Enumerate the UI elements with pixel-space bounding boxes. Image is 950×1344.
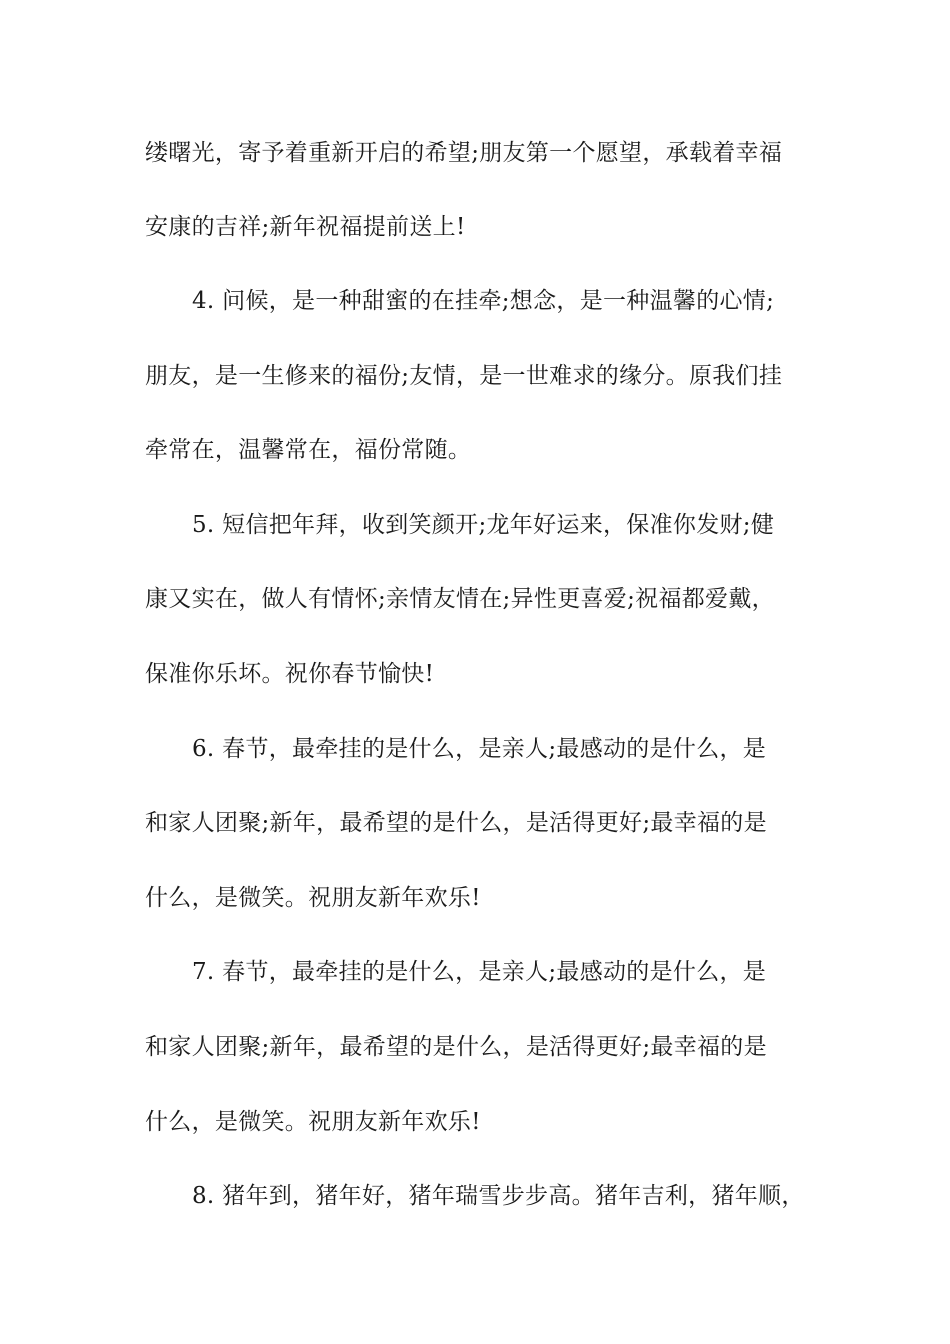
list-item-4-line: 4. 问候，是一种甜蜜的在挂牵;想念，是一种温馨的心情; bbox=[192, 288, 775, 314]
text-line: 什么，是微笑。祝朋友新年欢乐! bbox=[145, 1109, 481, 1135]
text-line: 和家人团聚;新年，最希望的是什么，是活得更好;最幸福的是 bbox=[145, 810, 767, 836]
list-item-6-line: 6. 春节，最牵挂的是什么，是亲人;最感动的是什么，是 bbox=[192, 736, 767, 762]
text-line: 朋友，是一生修来的福份;友情，是一世难求的缘分。原我们挂 bbox=[145, 363, 783, 389]
list-item-7-line: 7. 春节，最牵挂的是什么，是亲人;最感动的是什么，是 bbox=[192, 959, 767, 985]
list-item-5-line: 5. 短信把年拜，收到笑颜开;龙年好运来，保准你发财;健 bbox=[192, 512, 775, 538]
text-line: 安康的吉祥;新年祝福提前送上! bbox=[145, 214, 466, 240]
text-line: 缕曙光，寄予着重新开启的希望;朋友第一个愿望，承载着幸福 bbox=[145, 140, 783, 166]
text-line: 康又实在，做人有情怀;亲情友情在;异性更喜爱;祝福都爱戴， bbox=[145, 586, 775, 612]
text-line: 什么，是微笑。祝朋友新年欢乐! bbox=[145, 885, 481, 911]
text-line: 保准你乐坏。祝你春节愉快! bbox=[145, 661, 435, 687]
text-line: 牵常在，温馨常在，福份常随。 bbox=[145, 437, 472, 463]
list-item-8-line: 8. 猪年到，猪年好，猪年瑞雪步步高。猪年吉利，猪年顺， bbox=[192, 1183, 805, 1209]
text-line: 和家人团聚;新年，最希望的是什么，是活得更好;最幸福的是 bbox=[145, 1034, 767, 1060]
